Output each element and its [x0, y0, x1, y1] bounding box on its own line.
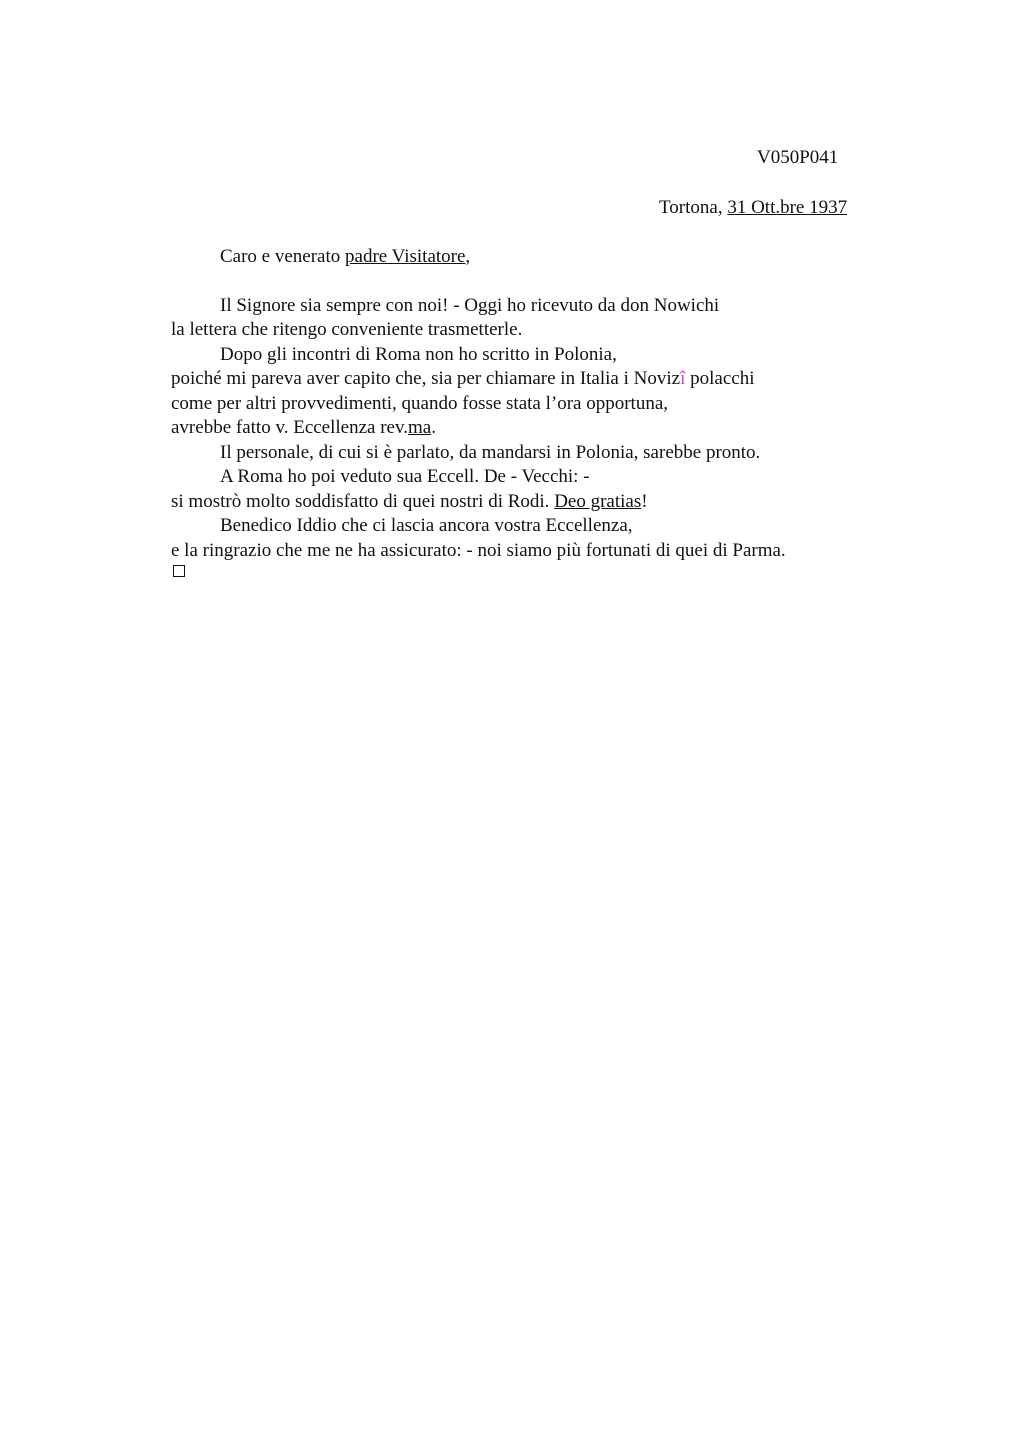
body-line-7: Il personale, di cui si è parlato, da mandarsi in Polonia, sarebbe pronto. [220, 442, 761, 463]
body-line-6 [171, 416, 436, 440]
end-mark-square [173, 565, 185, 577]
body-line-9 [171, 490, 648, 514]
body-line-4-text: poiché mi pareva aver capito che, sia per chiamare in Italia i Noviz [171, 368, 681, 389]
accented-letter: î [680, 368, 686, 389]
salutation-recipient: padre Visitatore [345, 246, 466, 267]
body-line-5: come per altri provvedimenti, quando fosse stata l’ora opportuna, [171, 393, 669, 414]
salutation [220, 245, 470, 269]
body-line-9-end: ! [641, 491, 648, 512]
body-line-1: Il Signore sia sempre con noi! - Oggi ho ricevuto da don Nowichi [220, 295, 720, 316]
body-line-10: Benedico Iddio che ci lascia ancora vostra Eccellenza, [220, 515, 633, 536]
body-line-2: la lettera che ritengo conveniente trasmetterle. [171, 319, 523, 340]
salutation-comma: , [465, 246, 471, 267]
body-line-6-text: avrebbe fatto v. Eccellenza rev. [171, 417, 408, 438]
body-line-3: Dopo gli incontri di Roma non ho scritto in Polonia, [220, 344, 617, 365]
body-line-4-end: polacchi [685, 368, 755, 389]
body-line-8: A Roma ho poi veduto sua Eccell. De - Vecchi: - [220, 466, 590, 487]
body-line-4 [171, 367, 754, 391]
place-date-line [659, 196, 847, 220]
body-line-6-end: . [431, 417, 436, 438]
document-code: V050P041 [757, 147, 839, 168]
place: Tortona, [659, 197, 723, 218]
date: 31 Ott.bre 1937 [727, 197, 848, 218]
deo-gratias: Deo gratias [554, 491, 642, 512]
body-line-9-text: si mostrò molto soddisfatto di quei nostri di Rodi. [171, 491, 555, 512]
body-line-11: e la ringrazio che me ne ha assicurato: - noi siamo più fortunati di quei di Parma. [171, 540, 786, 561]
salutation-text: Caro e venerato [220, 246, 346, 267]
abbreviation-superscript: ma [408, 417, 432, 438]
